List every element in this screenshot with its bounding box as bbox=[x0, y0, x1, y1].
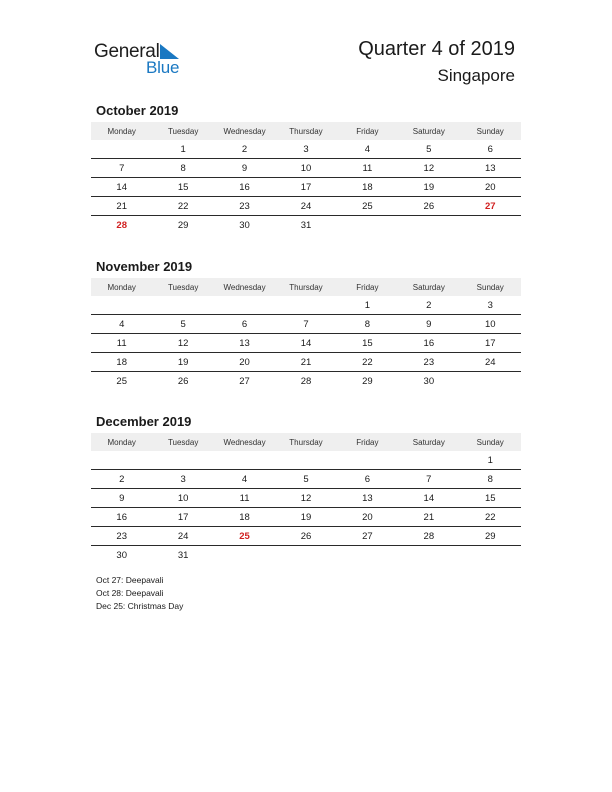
week-row bbox=[91, 489, 521, 508]
day-cell: 12 bbox=[177, 337, 189, 349]
day-cell: 25 bbox=[239, 530, 250, 542]
day-cell: 30 bbox=[116, 549, 127, 561]
day-cell: 26 bbox=[300, 530, 312, 542]
weekday-header: Tuesday bbox=[167, 437, 199, 447]
day-cell: 9 bbox=[119, 492, 125, 504]
weekday-header: Friday bbox=[356, 126, 379, 136]
weekday-header: Saturday bbox=[412, 126, 445, 136]
day-cell: 8 bbox=[180, 162, 186, 174]
day-cell: 18 bbox=[239, 511, 250, 523]
weekday-header: Thursday bbox=[289, 126, 323, 136]
day-cell: 12 bbox=[423, 162, 435, 174]
day-cell: 21 bbox=[300, 356, 312, 368]
day-cell: 11 bbox=[239, 492, 250, 504]
day-cell: 25 bbox=[116, 375, 127, 387]
day-cell: 15 bbox=[177, 181, 189, 193]
day-cell: 20 bbox=[239, 356, 250, 368]
weekday-header: Thursday bbox=[289, 437, 323, 447]
day-cell: 23 bbox=[423, 356, 435, 368]
month-title: November 2019 bbox=[96, 259, 193, 274]
weekday-header: Saturday bbox=[412, 437, 445, 447]
weekday-header: Wednesday bbox=[223, 437, 266, 447]
day-cell: 24 bbox=[300, 200, 312, 212]
day-cell: 14 bbox=[116, 181, 127, 193]
day-cell: 24 bbox=[177, 530, 189, 542]
day-cell: 17 bbox=[177, 511, 189, 523]
day-cell: 22 bbox=[484, 511, 496, 523]
week-row bbox=[91, 178, 521, 197]
day-cell: 29 bbox=[484, 530, 496, 542]
day-cell: 16 bbox=[423, 337, 435, 349]
day-cell: 4 bbox=[241, 473, 248, 485]
day-cell: 14 bbox=[423, 492, 435, 504]
weekday-header: Friday bbox=[356, 437, 379, 447]
weekday-header: Monday bbox=[107, 126, 136, 136]
holiday-item: Oct 28: Deepavali bbox=[96, 588, 164, 598]
day-cell: 1 bbox=[487, 454, 493, 466]
day-cell: 24 bbox=[484, 356, 496, 368]
weeks bbox=[91, 296, 521, 390]
day-cell: 30 bbox=[239, 219, 250, 231]
day-cell: 28 bbox=[116, 219, 127, 231]
day-cell: 2 bbox=[241, 143, 248, 155]
weekday-header: Wednesday bbox=[223, 126, 266, 136]
day-cell: 2 bbox=[426, 299, 432, 311]
day-cell: 21 bbox=[116, 200, 127, 212]
day-cell: 16 bbox=[239, 181, 250, 193]
weekday-header: Friday bbox=[356, 282, 379, 292]
week-row bbox=[91, 508, 521, 527]
week-row bbox=[91, 334, 521, 353]
day-cell: 19 bbox=[423, 181, 435, 193]
day-cell: 31 bbox=[177, 549, 189, 561]
day-cell: 26 bbox=[177, 375, 189, 387]
day-cell: 17 bbox=[484, 337, 496, 349]
day-cell: 23 bbox=[239, 200, 250, 212]
logo bbox=[94, 41, 194, 81]
month-title: October 2019 bbox=[96, 103, 179, 118]
day-cell: 6 bbox=[364, 473, 371, 485]
day-cell: 20 bbox=[484, 181, 496, 193]
day-cell: 9 bbox=[241, 162, 248, 174]
day-cell: 3 bbox=[180, 473, 186, 485]
day-cell: 1 bbox=[364, 299, 371, 311]
day-cell: 8 bbox=[364, 318, 371, 330]
day-cell: 21 bbox=[423, 511, 435, 523]
day-cell: 13 bbox=[362, 492, 373, 504]
holiday-list bbox=[96, 574, 183, 613]
day-cell: 22 bbox=[177, 200, 189, 212]
weeks bbox=[91, 140, 521, 234]
day-cell: 11 bbox=[362, 162, 373, 174]
weeks bbox=[91, 451, 521, 564]
logo-word-blue: Blue bbox=[146, 58, 180, 77]
day-cell: 15 bbox=[484, 492, 496, 504]
weekday-header: Thursday bbox=[289, 282, 323, 292]
day-cell: 3 bbox=[487, 299, 493, 311]
day-cell: 29 bbox=[362, 375, 373, 387]
day-cell: 13 bbox=[239, 337, 250, 349]
weekday-header-row bbox=[91, 122, 521, 140]
week-row bbox=[91, 470, 521, 489]
month-december bbox=[91, 413, 521, 564]
day-cell: 5 bbox=[426, 143, 432, 155]
day-cell: 17 bbox=[300, 181, 312, 193]
day-cell: 20 bbox=[362, 511, 373, 523]
day-cell: 9 bbox=[426, 318, 432, 330]
day-cell: 29 bbox=[177, 219, 189, 231]
weekday-header: Sunday bbox=[476, 437, 504, 447]
weekday-header: Monday bbox=[107, 437, 136, 447]
day-cell: 28 bbox=[423, 530, 435, 542]
day-cell: 13 bbox=[484, 162, 496, 174]
day-cell: 10 bbox=[177, 492, 189, 504]
week-row bbox=[91, 527, 521, 546]
day-cell: 4 bbox=[364, 143, 371, 155]
week-row bbox=[91, 315, 521, 334]
holiday-item: Dec 25: Christmas Day bbox=[96, 601, 184, 611]
day-cell: 31 bbox=[300, 219, 312, 231]
day-cell: 7 bbox=[119, 162, 125, 174]
day-cell: 26 bbox=[423, 200, 435, 212]
day-cell: 27 bbox=[484, 200, 496, 212]
page-subtitle: Singapore bbox=[437, 66, 515, 85]
week-row bbox=[91, 140, 521, 159]
week-row bbox=[91, 296, 521, 315]
day-cell: 19 bbox=[300, 511, 312, 523]
weekday-header: Tuesday bbox=[167, 282, 199, 292]
day-cell: 18 bbox=[116, 356, 127, 368]
day-cell: 18 bbox=[362, 181, 373, 193]
logo-word-general: General bbox=[94, 41, 160, 62]
month-october bbox=[91, 102, 521, 234]
weekday-header: Wednesday bbox=[223, 282, 266, 292]
day-cell: 10 bbox=[484, 318, 496, 330]
day-cell: 6 bbox=[487, 143, 493, 155]
week-row bbox=[91, 546, 521, 564]
day-cell: 22 bbox=[362, 356, 373, 368]
month-november bbox=[91, 258, 521, 390]
weekday-header: Sunday bbox=[476, 126, 504, 136]
day-cell: 25 bbox=[362, 200, 373, 212]
week-row bbox=[91, 372, 521, 390]
day-cell: 8 bbox=[487, 473, 493, 485]
weekday-header-row bbox=[91, 278, 521, 296]
weekday-header: Saturday bbox=[412, 282, 445, 292]
day-cell: 4 bbox=[119, 318, 125, 330]
day-cell: 7 bbox=[303, 318, 309, 330]
week-row bbox=[91, 159, 521, 178]
day-cell: 19 bbox=[177, 356, 189, 368]
weekday-header: Sunday bbox=[476, 282, 504, 292]
day-cell: 14 bbox=[300, 337, 312, 349]
day-cell: 15 bbox=[362, 337, 373, 349]
week-row bbox=[91, 353, 521, 372]
weekday-header: Monday bbox=[107, 282, 136, 292]
day-cell: 11 bbox=[116, 337, 127, 349]
day-cell: 5 bbox=[303, 473, 309, 485]
holiday-item: Oct 27: Deepavali bbox=[96, 575, 164, 585]
day-cell: 10 bbox=[300, 162, 312, 174]
weekday-header: Tuesday bbox=[167, 126, 199, 136]
page-title: Quarter 4 of 2019 bbox=[358, 38, 515, 60]
day-cell: 6 bbox=[241, 318, 248, 330]
month-title: December 2019 bbox=[96, 414, 192, 429]
day-cell: 3 bbox=[303, 143, 309, 155]
day-cell: 27 bbox=[239, 375, 250, 387]
day-cell: 2 bbox=[119, 473, 125, 485]
day-cell: 30 bbox=[423, 375, 435, 387]
day-cell: 27 bbox=[362, 530, 373, 542]
day-cell: 7 bbox=[426, 473, 432, 485]
day-cell: 5 bbox=[180, 318, 186, 330]
day-cell: 23 bbox=[116, 530, 127, 542]
day-cell: 16 bbox=[116, 511, 127, 523]
day-cell: 28 bbox=[300, 375, 312, 387]
week-row bbox=[91, 197, 521, 216]
day-cell: 12 bbox=[300, 492, 312, 504]
week-row bbox=[91, 216, 521, 234]
weekday-header-row bbox=[91, 433, 521, 451]
day-cell: 1 bbox=[180, 143, 186, 155]
week-row bbox=[91, 451, 521, 470]
